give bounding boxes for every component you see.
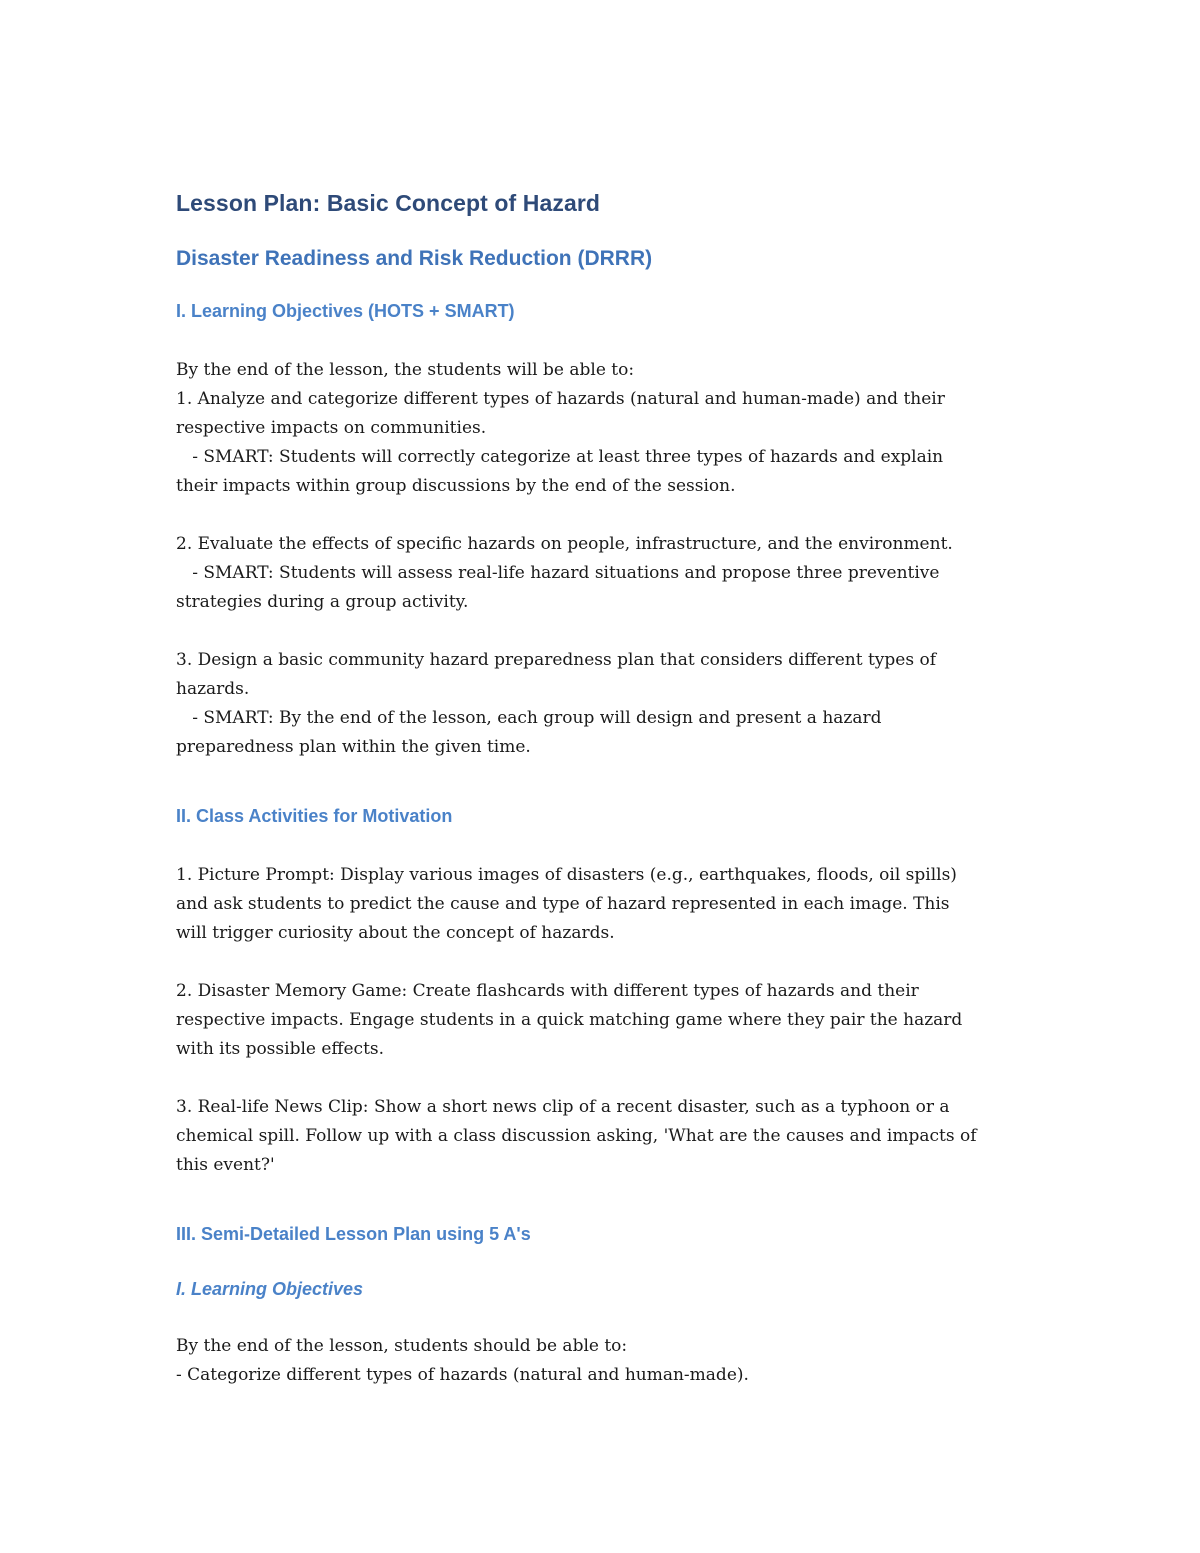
activity-3-line-3: this event?' <box>176 1155 275 1175</box>
activity-1-line-3: will trigger curiosity about the concept of hazards. <box>176 923 615 943</box>
objective-3-smart-line-2: preparedness plan within the given time. <box>176 737 531 757</box>
activity-3-line-1: 3. Real-life News Clip: Show a short news clip of a recent disaster, such as a typhoon or a <box>176 1097 950 1117</box>
objective-3-smart-line-1: - SMART: By the end of the lesson, each group will design and present a hazard <box>176 708 882 728</box>
section-heading-learning-objectives: I. Learning Objectives (HOTS + SMART) <box>176 301 515 321</box>
activity-3-line-2: chemical spill. Follow up with a class discussion asking, 'What are the causes and impacts of <box>176 1126 977 1146</box>
objective-1-smart-line-2: their impacts within group discussions by the end of the session. <box>176 476 736 496</box>
section-heading-class-activities: II. Class Activities for Motivation <box>176 806 453 826</box>
semi-detailed-objectives-block <box>176 1332 1036 1390</box>
subsection-heading-learning-objectives: I. Learning Objectives <box>176 1279 364 1299</box>
objective-2-smart-line-2: strategies during a group activity. <box>176 592 469 612</box>
objective-2-line-1: 2. Evaluate the effects of specific hazards on people, infrastructure, and the environment. <box>176 534 953 554</box>
document-body <box>176 190 1036 1390</box>
semi-detailed-intro: By the end of the lesson, students should be able to: <box>176 1336 628 1356</box>
activity-1-line-1: 1. Picture Prompt: Display various images of disasters (e.g., earthquakes, floods, oil spills) <box>176 865 957 885</box>
objective-1-smart-line-1: - SMART: Students will correctly categorize at least three types of hazards and explain <box>176 447 944 467</box>
document-title: Lesson Plan: Basic Concept of Hazard <box>176 190 601 216</box>
objective-3-line-2: hazards. <box>176 679 250 699</box>
objectives-block <box>176 356 1036 762</box>
activity-2-line-1: 2. Disaster Memory Game: Create flashcards with different types of hazards and their <box>176 981 919 1001</box>
section-heading-semi-detailed-plan: III. Semi-Detailed Lesson Plan using 5 A's <box>176 1224 531 1244</box>
objective-1-line-1: 1. Analyze and categorize different types of hazards (natural and human-made) and their <box>176 389 945 409</box>
activities-block <box>176 861 1036 1180</box>
activity-1-line-2: and ask students to predict the cause and type of hazard represented in each image. This <box>176 894 950 914</box>
objective-2-smart-line-1: - SMART: Students will assess real-life hazard situations and propose three preventive <box>176 563 940 583</box>
activity-2-line-2: respective impacts. Engage students in a quick matching game where they pair the hazard <box>176 1010 963 1030</box>
semi-detailed-item-1: - Categorize different types of hazards (natural and human-made). <box>176 1365 749 1385</box>
objective-1-line-2: respective impacts on communities. <box>176 418 487 438</box>
objectives-intro: By the end of the lesson, the students will be able to: <box>176 360 635 380</box>
objective-3-line-1: 3. Design a basic community hazard preparedness plan that considers different types of <box>176 650 937 670</box>
activity-2-line-3: with its possible effects. <box>176 1039 385 1059</box>
document-subtitle: Disaster Readiness and Risk Reduction (DRRR) <box>176 247 653 270</box>
